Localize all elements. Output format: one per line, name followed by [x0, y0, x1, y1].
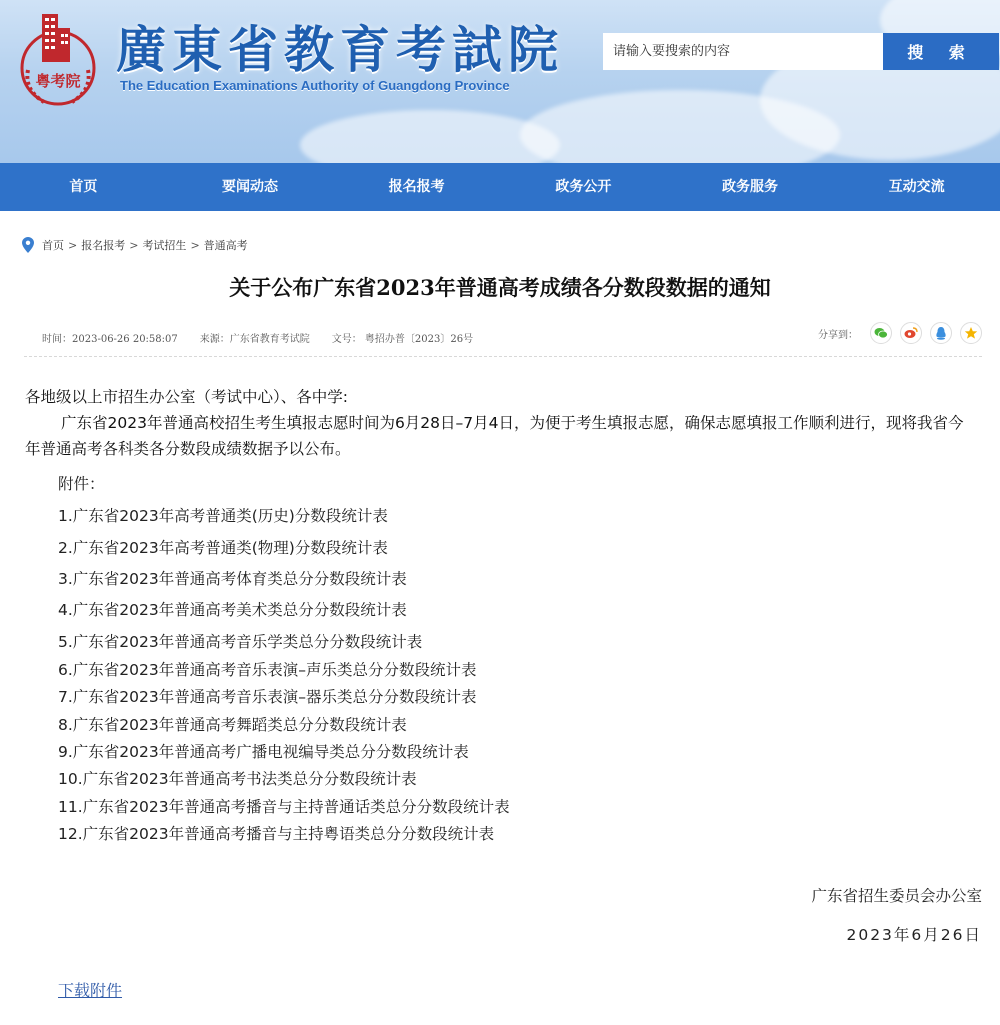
- site-subtitle: The Education Examinations Authority of Guangdong Province: [120, 78, 510, 93]
- share-bar: [818, 322, 982, 344]
- article-meta: [42, 330, 473, 345]
- search-button[interactable]: 搜 索: [883, 33, 999, 70]
- attachment-item: 12.广东省2023年普通高考播音与主持粤语类总分分数段统计表: [58, 825, 495, 843]
- cloud-decoration: [300, 110, 560, 163]
- logo-emblem[interactable]: [14, 10, 104, 110]
- location-pin-icon: [22, 237, 34, 253]
- attachment-item: 4.广东省2023年普通高考美术类总分分数段统计表: [58, 601, 407, 619]
- nav-item-news[interactable]: 要闻动态: [222, 179, 278, 195]
- body-paragraph: 广东省2023年普通高校招生考生填报志愿时间为6月28日–7月4日，为便于考生填报志愿，确保志愿填报工作顺利进行，现将我省今年普通高考各科类各分数段成绩数据予以公布。: [25, 414, 964, 458]
- attachments-label: 附件：: [58, 475, 105, 493]
- attachment-item: 6.广东省2023年普通高考音乐表演–声乐类总分分数段统计表: [58, 661, 477, 679]
- article-title: 关于公布广东省2023年普通高考成绩各分数段数据的通知: [229, 275, 771, 300]
- attachment-item: 10.广东省2023年普通高考书法类总分分数段统计表: [58, 770, 417, 788]
- main-nav: [0, 163, 1000, 211]
- nav-item-affairs-public[interactable]: 政务公开: [555, 179, 612, 195]
- signature-date: 2023年6月26日: [846, 926, 982, 944]
- publish-time: 时间：2023-06-26 20:58:07: [42, 334, 178, 345]
- signature: 广东省招生委员会办公室: [811, 887, 982, 905]
- weibo-icon[interactable]: [900, 322, 922, 344]
- breadcrumb-separator: >: [68, 238, 78, 252]
- header-banner: [0, 0, 1000, 163]
- article-source: 来源：广东省教育考试院: [199, 334, 310, 345]
- attachment-item: 7.广东省2023年普通高考音乐表演–器乐类总分分数段统计表: [58, 688, 477, 706]
- download-attachment-link[interactable]: 下载附件: [58, 981, 123, 1000]
- wechat-icon[interactable]: [870, 322, 892, 344]
- nav-item-interaction[interactable]: 互动交流: [888, 179, 945, 195]
- attachment-item: 11.广东省2023年普通高考播音与主持普通话类总分分数段统计表: [58, 798, 510, 816]
- site-title[interactable]: 廣東省教育考試院: [116, 20, 564, 79]
- breadcrumb-separator: >: [190, 238, 200, 252]
- attachment-item: 9.广东省2023年普通高考广播电视编导类总分分数段统计表: [58, 743, 469, 761]
- search-input[interactable]: [603, 33, 883, 70]
- nav-item-registration[interactable]: 报名报考: [388, 179, 445, 195]
- attachment-item: 5.广东省2023年普通高考音乐学类总分分数段统计表: [58, 633, 423, 651]
- logo-text: 粤考院: [35, 72, 81, 90]
- article-body: [25, 384, 965, 462]
- document-number: 文号： 粤招办普〔2023〕26号: [331, 334, 474, 345]
- breadcrumb-exam-admission[interactable]: 考试招生: [142, 239, 187, 252]
- nav-item-home[interactable]: 首页: [69, 179, 98, 195]
- qzone-icon[interactable]: [960, 322, 982, 344]
- breadcrumb-home[interactable]: 首页: [42, 239, 64, 252]
- breadcrumb-separator: >: [129, 238, 139, 252]
- breadcrumb-gaokao[interactable]: 普通高考: [203, 239, 248, 252]
- meta-divider: [24, 356, 982, 357]
- breadcrumb-registration[interactable]: 报名报考: [81, 239, 126, 252]
- salutation: 各地级以上市招生办公室（考试中心）、各中学:: [25, 388, 348, 406]
- attachment-item: 1.广东省2023年高考普通类(历史)分数段统计表: [58, 507, 388, 525]
- breadcrumb: [22, 236, 248, 254]
- share-label: 分享到：: [818, 329, 858, 341]
- attachment-item: 2.广东省2023年高考普通类(物理)分数段统计表: [58, 539, 388, 557]
- nav-item-affairs-service[interactable]: 政务服务: [722, 179, 779, 195]
- attachment-item: 8.广东省2023年普通高考舞蹈类总分分数段统计表: [58, 716, 407, 734]
- attachment-item: 3.广东省2023年普通高考体育类总分分数段统计表: [58, 570, 407, 588]
- qq-icon[interactable]: [930, 322, 952, 344]
